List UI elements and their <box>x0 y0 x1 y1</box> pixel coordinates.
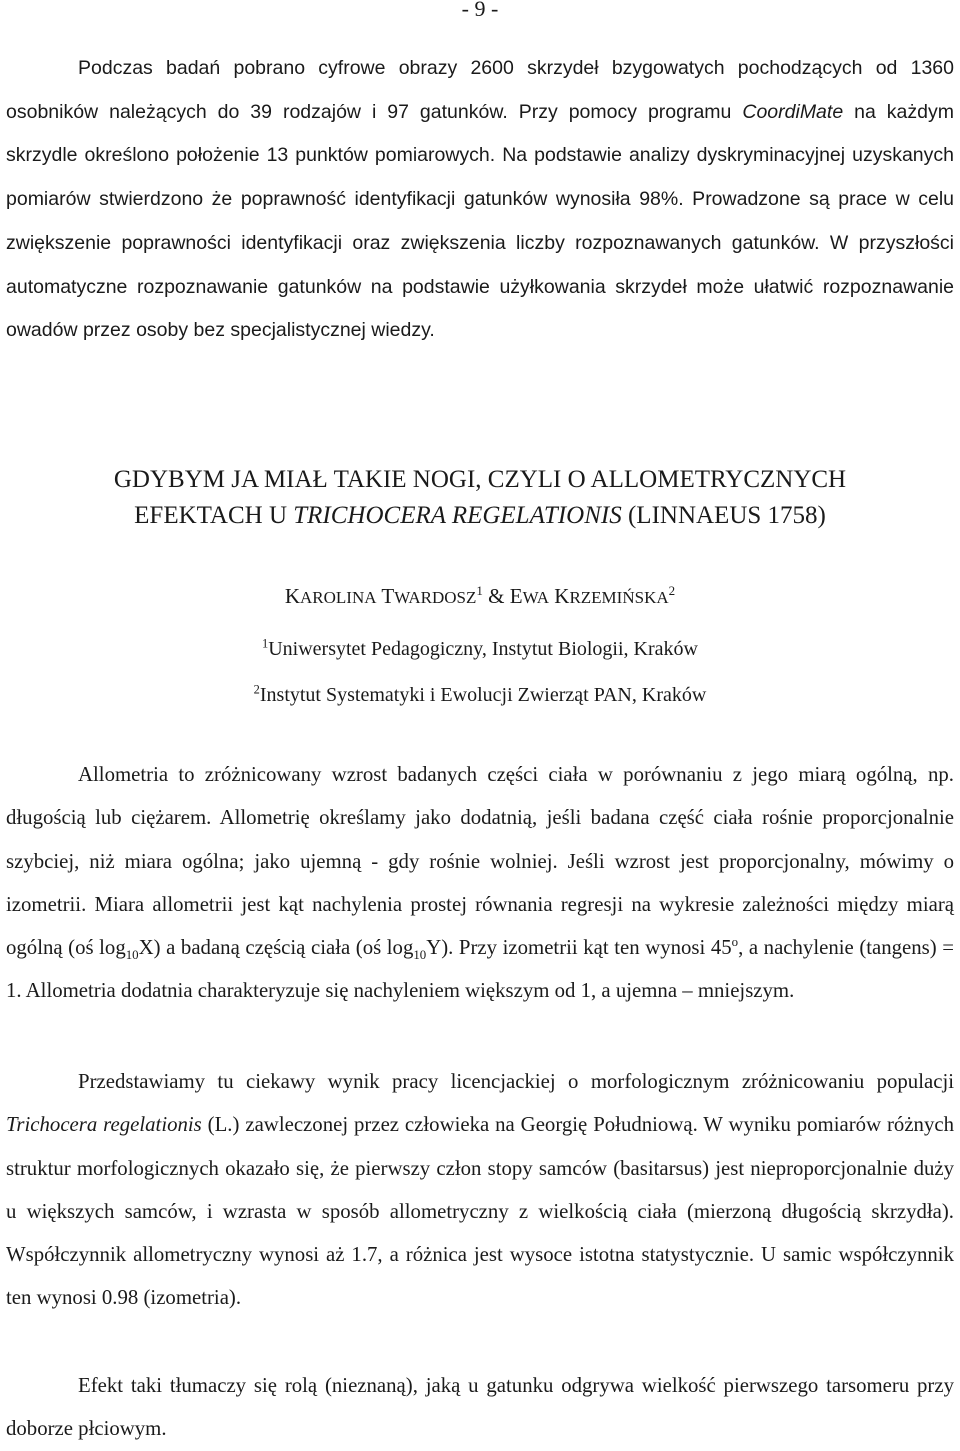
page-number: - 9 - <box>461 0 499 21</box>
author1-first-rest: AROLINA <box>300 588 377 607</box>
title-species: TRICHOCERA REGELATIONIS <box>293 502 622 529</box>
results-text-end: (L.) zawleczonej przez człowieka na Georgię Południową. W wyniku pomiarów różnych struktur morfologicznych okazało się, że pierwszy człon stopy samców (basitarsus) jest nieproporcjonalnie duży u większych samców, i wzrasta w sposób allometryczny z wielkością ciała (mierzoną długością skrzydła). Współczynnik allometryczny wynosi aż 1.7, a różnica jest wysoce istotna statystycznie. U samic współczynnik ten wynosi 0.98 (izometria). <box>6 1113 954 1310</box>
results-paragraph <box>6 1060 954 1320</box>
authors-ampersand: & <box>482 584 510 608</box>
affiliation-1-text: Uniwersytet Pedagogiczny, Instytut Biologii, Kraków <box>268 638 698 660</box>
allometry-text-2: X) a badaną częścią ciała (oś log <box>138 936 414 960</box>
authors-line <box>0 576 960 618</box>
intro-text-start: Podczas badań pobrano cyfrowe obrazy 2600 skrzydeł bzygowatych pochodzących od 1360 osobników należących do 39 rodzajów i 97 gatunków. Przy pomocy programu <box>6 57 954 123</box>
results-text-start: Przedstawiamy tu ciekawy wynik pracy licencjackiej o morfologicznym zróżnicowaniu populacji <box>78 1070 954 1093</box>
software-name: CoordiMate <box>742 100 844 123</box>
conclusion-paragraph: Efekt taki tłumaczy się rolą (nieznaną), jaką u gatunku odgrywa wielkość pierwszego tarsomeru przy doborze płciowym. <box>6 1374 954 1441</box>
affiliation-2-text: Instytut Systematyki i Ewolucji Zwierząt PAN, Kraków <box>259 684 707 706</box>
allometry-text-3: Y). Przy izometrii kąt ten wynosi 45 <box>426 936 732 960</box>
title-line-1: GDYBYM JA MIAŁ TAKIE NOGI, CZYLI O ALLOMETRYCZNYCH <box>113 466 847 493</box>
title-line-2 <box>0 498 960 534</box>
allometry-text-4: , a nachylenie (tangens) = 1. Allometria dodatnia charakteryzuje się nachyleniem większym od 1, a ujemna – mniejszym. <box>6 936 954 1003</box>
author1-first-initial: K <box>284 584 301 608</box>
author2-first-rest: WA <box>522 588 550 607</box>
intro-text-end: na każdym skrzydle określono położenie 13 punktów pomiarowych. Na podstawie analizy dyskryminacyjnej uzyskanych pomiarów stwierdzono że poprawność identyfikacji gatunków wynosiła 98%. Prowadzone są prace w celu zwiększenie poprawności identyfikacji oraz zwiększenia liczby rozpoznawanych gatunków. W przyszłości automatyczne rozpoznawanie gatunków na podstawie użyłkowania skrzydeł może ułatwić rozpoznawanie owadów przez osoby bez specjalistycznej wiedzy. <box>6 100 954 342</box>
affiliation-1 <box>0 634 960 664</box>
degree-superscript: o <box>731 935 739 950</box>
log-base-subscript: 10 <box>125 948 139 963</box>
affiliation-2-number: 2 <box>253 682 260 697</box>
author2-affiliation-mark: 2 <box>668 583 676 598</box>
allometry-paragraph <box>6 753 954 1013</box>
title-line-2-end: (LINNAEUS 1758) <box>621 502 826 529</box>
title-line-2-start: EFEKTACH U <box>134 502 294 529</box>
affiliation-1-number: 1 <box>262 636 269 651</box>
log-base-subscript: 10 <box>413 948 427 963</box>
article-title <box>0 462 960 534</box>
author1-surname-rest: WARDOSZ <box>394 588 477 607</box>
author2-surname-rest: RZEMIŃSKA <box>569 588 669 607</box>
author1-affiliation-mark: 1 <box>476 583 483 598</box>
intro-paragraph <box>6 47 954 353</box>
affiliation-2 <box>0 680 960 710</box>
allometry-text-1: Allometria to zróżnicowany wzrost badanych części ciała w porównaniu z jego miarą ogólną, np. długością lub ciężarem. Allometrię określamy jako dodatnią, jeśli badana część ciała rośnie proporcjonalnie szybciej, niż miara ogólna; jako ujemną - gdy rośnie wolniej. Jeśli wzrost jest proporcjonalny, mówimy o izometrii. Miara allometrii jest kąt nachylenia prostej równania regresji na wykresie zależności między miarą ogólną (oś log <box>6 763 954 960</box>
author2-surname-initial: K <box>554 584 570 608</box>
species-name: Trichocera regelationis <box>6 1113 202 1137</box>
author2-first-initial: E <box>509 584 523 608</box>
author1-surname-initial: T <box>381 584 395 608</box>
